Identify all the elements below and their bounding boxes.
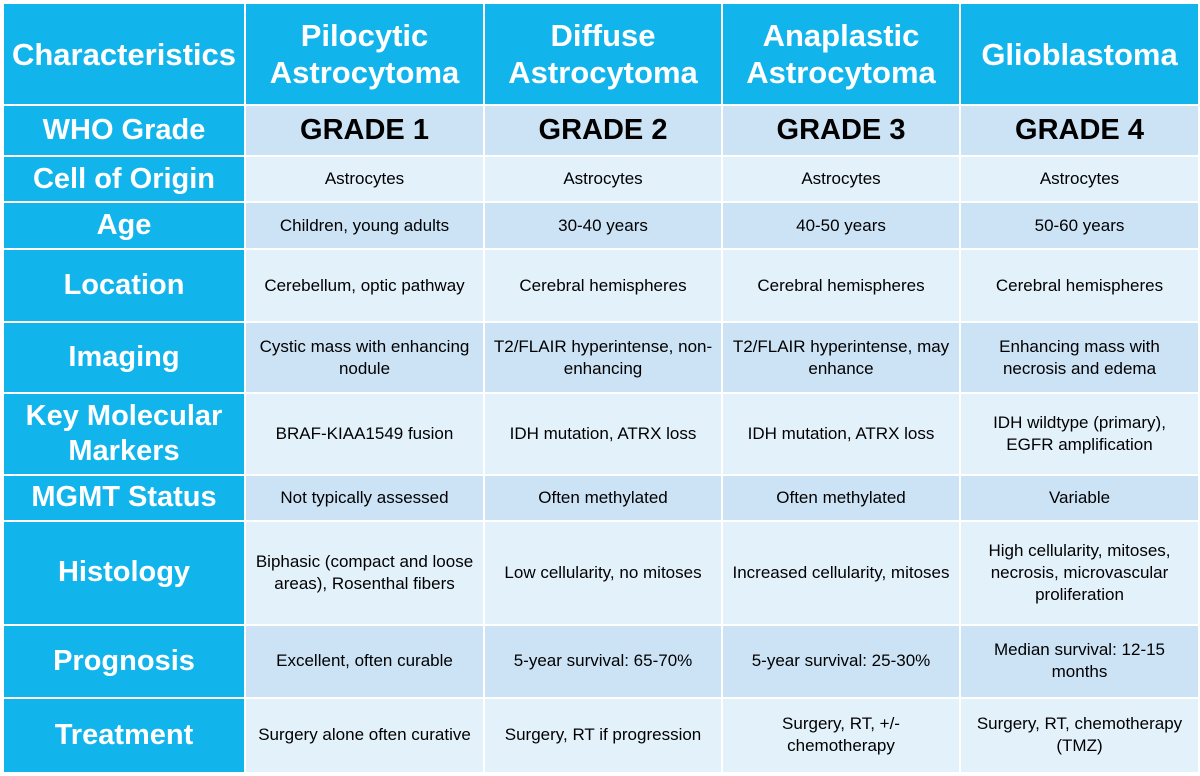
row-label-treatment: Treatment — [4, 699, 244, 772]
table-cell: Surgery, RT, chemotherapy (TMZ) — [961, 699, 1198, 772]
table-cell: Enhancing mass with necrosis and edema — [961, 323, 1198, 392]
row-label-histology: Histology — [4, 522, 244, 624]
table-cell: Astrocytes — [246, 157, 483, 202]
table-cell: Increased cellularity, mitoses — [723, 522, 959, 624]
header-glioblastoma: Glioblastoma — [961, 4, 1198, 104]
table-cell: 5-year survival: 65-70% — [485, 626, 721, 697]
table-cell: GRADE 3 — [723, 106, 959, 155]
table-cell: GRADE 4 — [961, 106, 1198, 155]
table-cell: Median survival: 12-15 months — [961, 626, 1198, 697]
table-row-treatment — [4, 699, 1198, 772]
table-cell: Not typically assessed — [246, 476, 483, 521]
comparison-table-container — [2, 2, 1198, 774]
table-cell: T2/FLAIR hyperintense, may enhance — [723, 323, 959, 392]
table-row-location — [4, 250, 1198, 321]
row-label-cell-of-origin: Cell of Origin — [4, 157, 244, 202]
table-cell: BRAF-KIAA1549 fusion — [246, 394, 483, 473]
table-cell: 40-50 years — [723, 203, 959, 248]
table-cell: 50-60 years — [961, 203, 1198, 248]
header-anaplastic-astrocytoma: Anaplastic Astrocytoma — [723, 4, 959, 104]
table-row-histology — [4, 522, 1198, 624]
table-cell: Often methylated — [723, 476, 959, 521]
table-row-key-molecular-markers — [4, 394, 1198, 473]
table-cell: 5-year survival: 25-30% — [723, 626, 959, 697]
table-cell: Often methylated — [485, 476, 721, 521]
header-diffuse-astrocytoma: Diffuse Astrocytoma — [485, 4, 721, 104]
table-cell: Surgery, RT if progression — [485, 699, 721, 772]
row-label-prognosis: Prognosis — [4, 626, 244, 697]
row-label-mgmt-status: MGMT Status — [4, 476, 244, 521]
table-cell: Surgery alone often curative — [246, 699, 483, 772]
table-cell: GRADE 1 — [246, 106, 483, 155]
table-cell: Cystic mass with enhancing nodule — [246, 323, 483, 392]
table-cell: Biphasic (compact and loose areas), Rosenthal fibers — [246, 522, 483, 624]
table-cell: IDH wildtype (primary), EGFR amplification — [961, 394, 1198, 473]
row-label-imaging: Imaging — [4, 323, 244, 392]
table-row-age — [4, 203, 1198, 248]
table-row-who-grade — [4, 106, 1198, 155]
table-cell: Cerebral hemispheres — [961, 250, 1198, 321]
table-cell: IDH mutation, ATRX loss — [485, 394, 721, 473]
table-row-imaging — [4, 323, 1198, 392]
table-cell: IDH mutation, ATRX loss — [723, 394, 959, 473]
table-cell: High cellularity, mitoses, necrosis, microvascular proliferation — [961, 522, 1198, 624]
table-cell: GRADE 2 — [485, 106, 721, 155]
table-cell: Variable — [961, 476, 1198, 521]
row-label-age: Age — [4, 203, 244, 248]
table-cell: Astrocytes — [485, 157, 721, 202]
table-cell: 30-40 years — [485, 203, 721, 248]
table-cell: Cerebral hemispheres — [723, 250, 959, 321]
table-cell: T2/FLAIR hyperintense, non-enhancing — [485, 323, 721, 392]
row-label-location: Location — [4, 250, 244, 321]
table-row-cell-of-origin — [4, 157, 1198, 202]
table-cell: Cerebellum, optic pathway — [246, 250, 483, 321]
table-row-prognosis — [4, 626, 1198, 697]
row-label-key-molecular-markers: Key Molecular Markers — [4, 394, 244, 473]
header-characteristics: Characteristics — [4, 4, 244, 104]
table-cell: Children, young adults — [246, 203, 483, 248]
table-cell: Excellent, often curable — [246, 626, 483, 697]
table-row-mgmt-status — [4, 476, 1198, 521]
row-label-who-grade: WHO Grade — [4, 106, 244, 155]
astrocytoma-comparison-table — [2, 2, 1200, 774]
table-cell: Astrocytes — [961, 157, 1198, 202]
table-cell: Astrocytes — [723, 157, 959, 202]
header-pilocytic-astrocytoma: Pilocytic Astrocytoma — [246, 4, 483, 104]
table-cell: Cerebral hemispheres — [485, 250, 721, 321]
table-cell: Surgery, RT, +/- chemotherapy — [723, 699, 959, 772]
header-row — [4, 4, 1198, 104]
table-cell: Low cellularity, no mitoses — [485, 522, 721, 624]
